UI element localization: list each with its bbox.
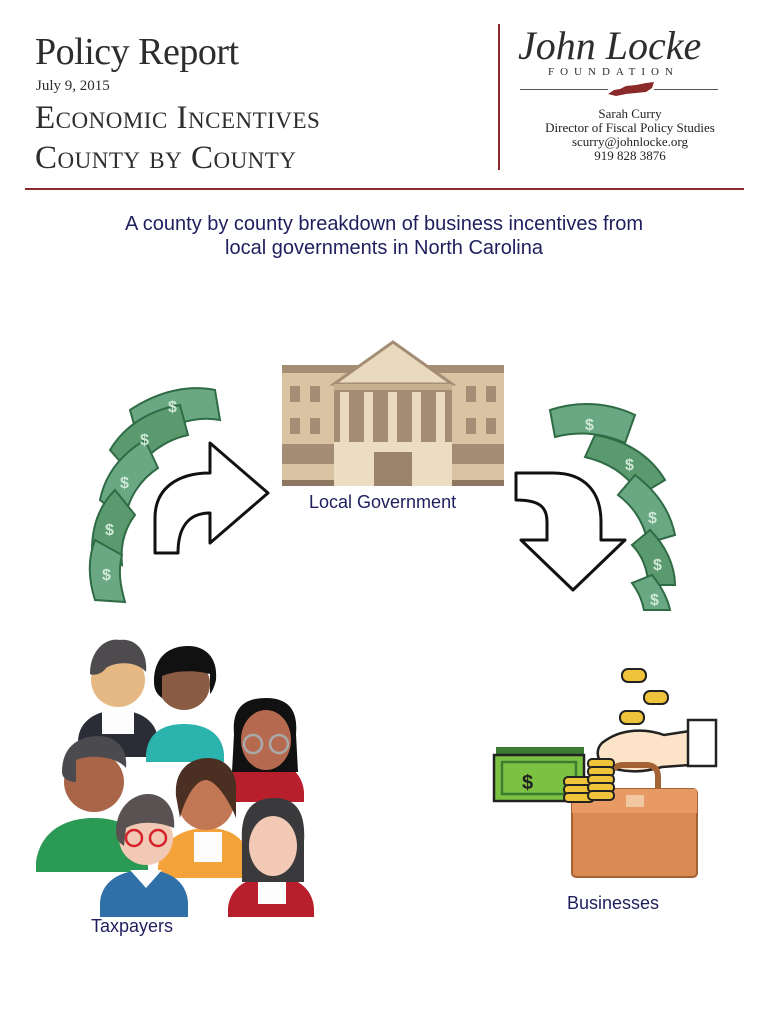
logo-rule-right [654, 89, 718, 90]
svg-text:$: $ [105, 522, 114, 539]
header-horizontal-divider [25, 188, 744, 190]
author-title: Director of Fiscal Policy Studies [545, 120, 715, 135]
svg-text:$: $ [653, 557, 662, 574]
svg-text:$: $ [648, 510, 657, 527]
logo-rule-left [520, 89, 608, 90]
header-vertical-divider [498, 24, 500, 170]
svg-text:$: $ [168, 399, 177, 416]
svg-text:$: $ [585, 417, 594, 434]
curved-arrow-down-icon [513, 470, 628, 595]
report-title-line-1: Economic Incentives [35, 100, 321, 136]
author-phone: 919 828 3876 [594, 148, 666, 163]
taxpayers-label: Taxpayers [91, 916, 174, 936]
svg-text:$: $ [625, 457, 634, 474]
government-building-icon [282, 340, 504, 490]
report-subtitle [60, 212, 708, 260]
logo-subtitle: FOUNDATION [548, 66, 679, 78]
north-carolina-map-icon [606, 80, 656, 98]
taxpayers-group-icon [36, 632, 326, 917]
subtitle-line-2: local governments in North Carolina [225, 237, 543, 259]
local-government-label: Local Government [309, 492, 457, 512]
report-title-line-2: County by County [35, 140, 297, 176]
curved-arrow-up-right-icon [150, 438, 275, 558]
author-name: Sarah Curry [598, 106, 662, 121]
businesses-money-icon [492, 665, 722, 880]
report-date: July 9, 2015 [36, 78, 110, 94]
svg-text:$: $ [102, 567, 111, 584]
businesses-label: Businesses [567, 893, 660, 913]
svg-text:$: $ [650, 592, 659, 609]
svg-text:$: $ [140, 432, 149, 449]
report-type: Policy Report [35, 31, 239, 73]
svg-text:$: $ [120, 475, 129, 492]
logo-wordmark: John Locke [518, 23, 702, 68]
svg-text:$: $ [522, 772, 534, 794]
subtitle-line-1: A county by county breakdown of business incentives from [124, 213, 644, 235]
author-email[interactable]: scurry@johnlocke.org [571, 134, 689, 149]
